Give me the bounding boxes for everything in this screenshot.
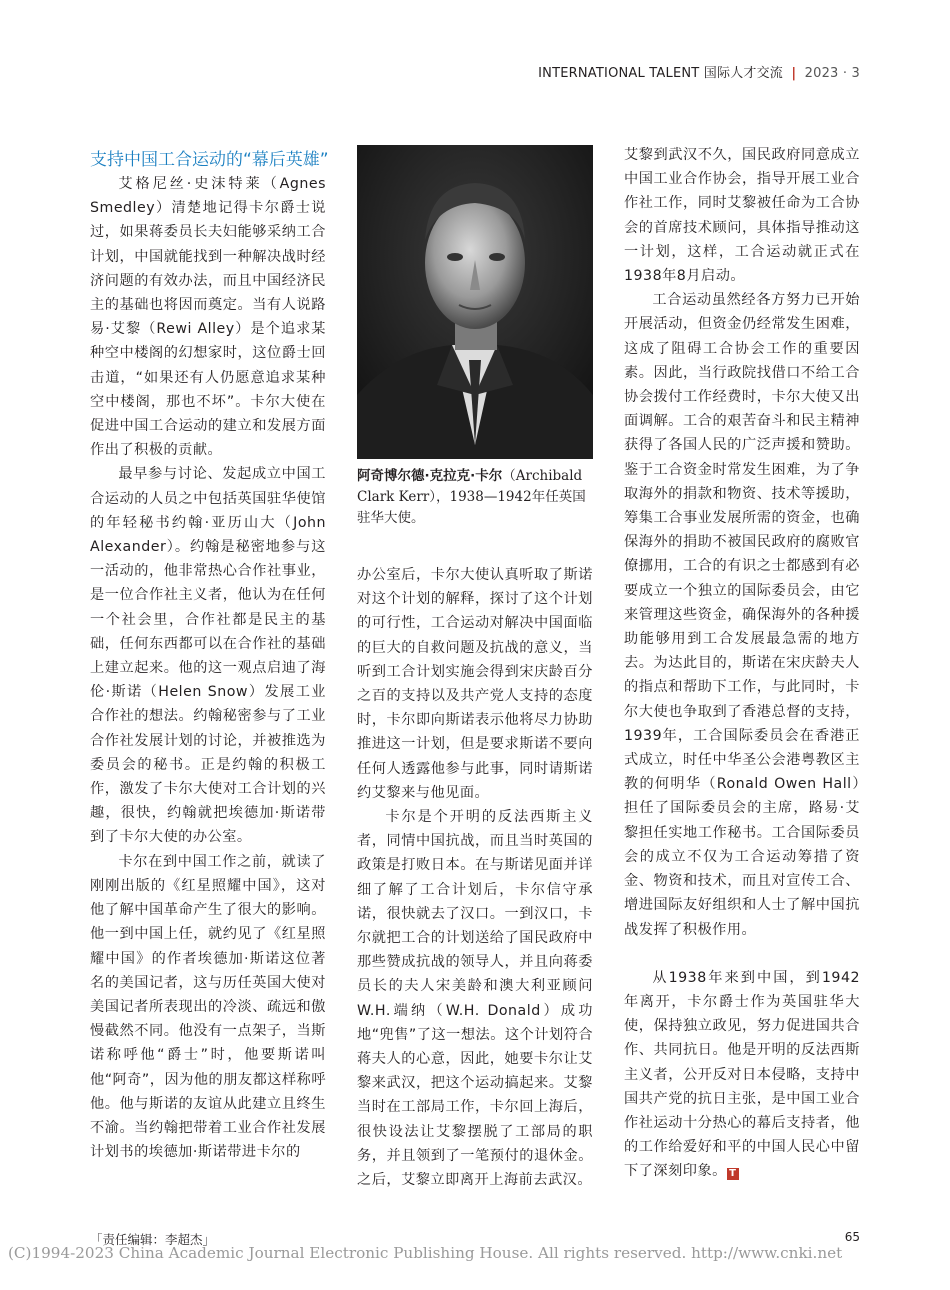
paragraph: 办公室后，卡尔大使认真听取了斯诺对这个计划的解释，探讨了这个计划的可行性，工合运动对解决中国面临的巨大的自救问题及抗战的意义，当听到工合计划实施会得到宋庆龄百分之百的支持以及共产党人支持的态度时，卡尔即向斯诺表示他将尽力协助推进这一计划，但是要求斯诺不要向任何人透露他参与此事，同时请斯诺约艾黎来与他见面。 <box>357 567 593 801</box>
issue-number: 2023 · 3 <box>804 66 860 81</box>
column-3 <box>624 143 860 1184</box>
closing-text: 从1938年来到中国，到1942年离开，卡尔爵士作为英国驻华大使，保持独立政见，努力促进国共合作、共同抗日。他是开明的反法西斯主义者，公开反对日本侵略，支持中国共产党的抗日主张，是中国工业合作社运动十分热心的幕后支持者，他的工作给爱好和平的中国人民心中留下了深刻印象。 <box>624 969 860 1180</box>
paragraph: 艾格尼丝·史沫特莱（Agnes Smedley）清楚地记得卡尔爵士说过，如果蒋委员长夫妇能够采纳工合计划，中国就能找到一种解决战时经济问题的有效办法，而且中国经济民主的基础也将因而奠定。当有人说路易·艾黎（Rewi Alley）是个追求某种空中楼阁的幻想家时，这位爵士回击道，“如果还有人仍愿意追求某种空中楼阁，那也不坏”。卡尔大使在促进中国工合运动的建立和发展方面作出了积极的贡献。 <box>90 176 326 459</box>
page-number: 65 <box>844 1230 860 1244</box>
section-title: 支持中国工合运动的“幕后英雄” <box>90 150 329 170</box>
paragraph: 最早参与讨论、发起成立中国工合运动的人员之中包括英国驻华使馆的年轻秘书约翰·亚历山大（John Alexander）。约翰是秘密地参与这一活动的，他非常热心合作社事业，是一位合作社主义者，他认为在任何一个社会里，合作社都是民主的基础，任何东西都可以在合作社的基础上建立起来。他的这一观点启迪了海伦·斯诺（Helen Snow）发展工业合作社的想法。约翰秘密参与了工业合作社发展计划的讨论，并被推选为委员会的秘书。正是约翰的积极工作，激发了卡尔大使对工合计划的兴趣，很快，约翰就把埃德加·斯诺带到了卡尔大使的办公室。 <box>90 466 326 846</box>
end-mark-icon: T <box>727 1168 739 1180</box>
editor-credit: 「责任编辑：李超杰」 <box>90 1232 216 1247</box>
caption-detail: （Archibald Clark Kerr），1938—1942年任英国驻华大使。 <box>357 468 586 526</box>
journal-name-en: INTERNATIONAL TALENT <box>538 66 700 81</box>
photo-caption <box>357 466 597 529</box>
column-2 <box>357 563 593 1192</box>
journal-name-cn: 国际人才交流 <box>703 66 783 81</box>
paragraph-closing <box>624 966 860 1184</box>
portrait-photo <box>357 145 593 459</box>
column-1 <box>90 172 326 1164</box>
header-separator: | <box>791 66 797 81</box>
paragraph: 艾黎到武汉不久，国民政府同意成立中国工业合作协会，指导开展工业合作社工作，同时艾黎被任命为工合协会的首席技术顾问，具体指导推动这一计划，这样，工合运动就正式在1938年8月启动。 <box>624 147 860 285</box>
paragraph: 工合运动虽然经各方努力已开始开展活动，但资金仍经常发生困难，这成了阻碍工合协会工作的重要因素。因此，当行政院找借口不给工合协会拨付工作经费时，卡尔大使又出面调解。工合的艰苦奋斗和民主精神获得了各国人民的广泛声援和赞助。鉴于工合资金时常发生困难，为了争取海外的捐款和物资、技术等援助，筹集工合事业发展所需的资金，也确保海外的捐助不被国民政府的腐败官僚挪用，工合的有识之士都感到有必要成立一个独立的国际委员会，由它来管理这些资金，确保海外的各种援助能够用到工合发展最急需的地方去。为达此目的，斯诺在宋庆龄夫人的指点和帮助下工作，与此同时，卡尔大使也争取到了香港总督的支持，1939年，工合国际委员会在香港正式成立，时任中华圣公会港粤教区主教的何明华（Ronald Owen Hall）担任了国际委员会的主席，路易·艾黎担任实地工作秘书。工合国际委员会的成立不仅为工合运动筹措了资金、物资和技术，而且对宣传工合、增进国际友好组织和人士了解中国抗战发挥了积极作用。 <box>624 292 860 938</box>
portrait-illustration <box>357 145 593 459</box>
running-header <box>538 62 860 81</box>
paragraph: 卡尔在到中国工作之前，就读了刚刚出版的《红星照耀中国》，这对他了解中国革命产生了很大的影响。他一到中国上任，就约见了《红星照耀中国》的作者埃德加·斯诺这位著名的美国记者，这与历任英国大使对美国记者所表现出的冷淡、疏远和傲慢截然不同。他没有一点架子，当斯诺称呼他“爵士”时，他要斯诺叫他“阿奇”，因为他的朋友都这样称呼他。他与斯诺的友谊从此建立且终生不渝。当约翰把带着工业合作社发展计划书的埃德加·斯诺带进卡尔的 <box>90 853 327 1161</box>
paragraph: 卡尔是个开明的反法西斯主义者，同情中国抗战，而且当时英国的政策是打败日本。在与斯诺见面并详细了解了工合计划后，卡尔信守承诺，很快就去了汉口。一到汉口，卡尔就把工合的计划送给了国民政府中那些赞成抗战的领导人，并且向蒋委员长的夫人宋美龄和澳大利亚顾问W.H.端纳（W.H. Donald）成功地“兜售”了这一想法。这个计划符合蒋夫人的心意，因此，她要卡尔让艾黎来武汉，把这个运动搞起来。艾黎当时在工部局工作，卡尔回上海后，很快设法让艾黎摆脱了工部局的职务，并且领到了一笔预付的退休金。之后，艾黎立即离开上海前去武汉。 <box>357 809 594 1189</box>
caption-name: 阿奇博尔德·克拉克·卡尔 <box>357 468 503 484</box>
copyright-watermark: (C)1994-2023 China Academic Journal Electronic Publishing House. All rights reserved. http://www.cnki.net <box>8 1244 843 1262</box>
